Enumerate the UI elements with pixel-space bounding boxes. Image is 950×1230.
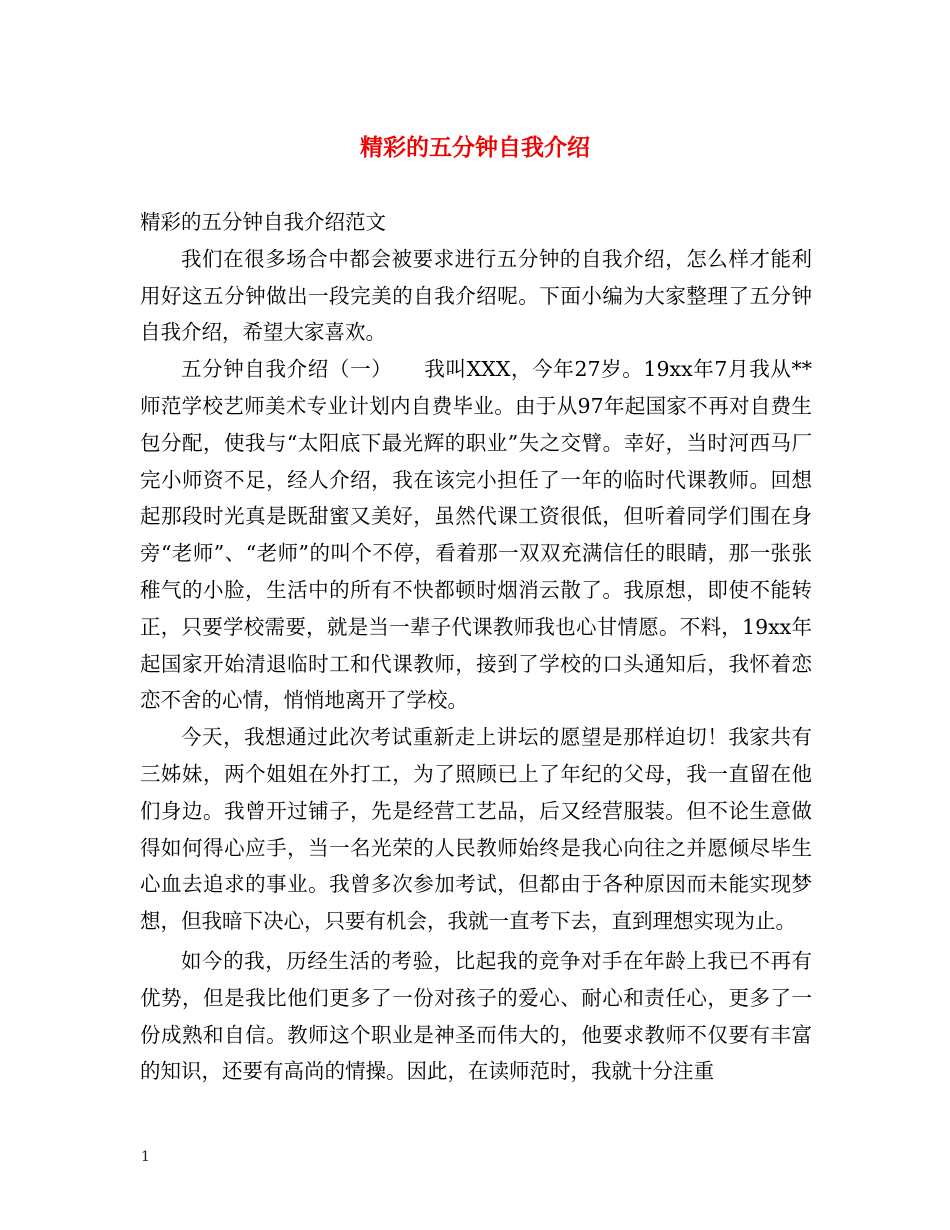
paragraph-introduction-one: 五分钟自我介绍（一） 我叫XXX，今年27岁。19xx年7月我从**师范学校艺师美术专业计划内自费毕业。由于从97年起国家不再对自费生包分配，使我与“太阳底下最光辉的职业”失之交臂。幸好，当时河西马厂完小师资不足，经人介绍，我在该完小担任了一年的临时代课教师。回想起那段时光真是既甜蜜又美好，虽然代课工资很低，但听着同学们围在身旁“老师”、“老师”的叫个不停，看着那一双双充满信任的眼睛，那一张张稚气的小脸，生活中的所有不快都顿时烟消云散了。我原想，即使不能转正，只要学校需要，就是当一辈子代课教师我也心甘情愿。不料，19xx年起国家开始清退临时工和代课教师，接到了学校的口头通知后，我怀着恋恋不舍的心情，悄悄地离开了学校。 [140,357,812,713]
paragraph-today: 今天，我想通过此次考试重新走上讲坛的愿望是那样迫切！我家共有三姊妹，两个姐姐在外打工，为了照顾已上了年纪的父母，我一直留在他们身边。我曾开过铺子，先是经营工艺品，后又经营服装。但不论生意做得如何得心应手，当一名光荣的人民教师始终是我心向往之并愿倾尽毕生心血去追求的事业。我曾多次参加考试，但都由于各种原因而未能实现梦想，但我暗下决心，只要有机会，我就一直考下去，直到理想实现为止。 [140,725,812,934]
paragraph-intro: 我们在很多场合中都会被要求进行五分钟的自我介绍，怎么样才能利用好这五分钟做出一段完美的自我介绍呢。下面小编为大家整理了五分钟自我介绍，希望大家喜欢。 [140,246,812,345]
document-subtitle: 精彩的五分钟自我介绍范文 [140,210,386,234]
page-number: 1 [141,1149,150,1165]
paragraph-now: 如今的我，历经生活的考验，比起我的竞争对手在年龄上我已不再有优势，但是我比他们更多了一份对孩子的爱心、耐心和责任心，更多了一份成熟和自信。教师这个职业是神圣而伟大的，他要求教师不仅要有丰富的知识，还要有高尚的情操。因此，在读师范时，我就十分注重 [140,948,812,1084]
document-body [140,204,812,1090]
document-title: 精彩的五分钟自我介绍 [360,134,590,161]
